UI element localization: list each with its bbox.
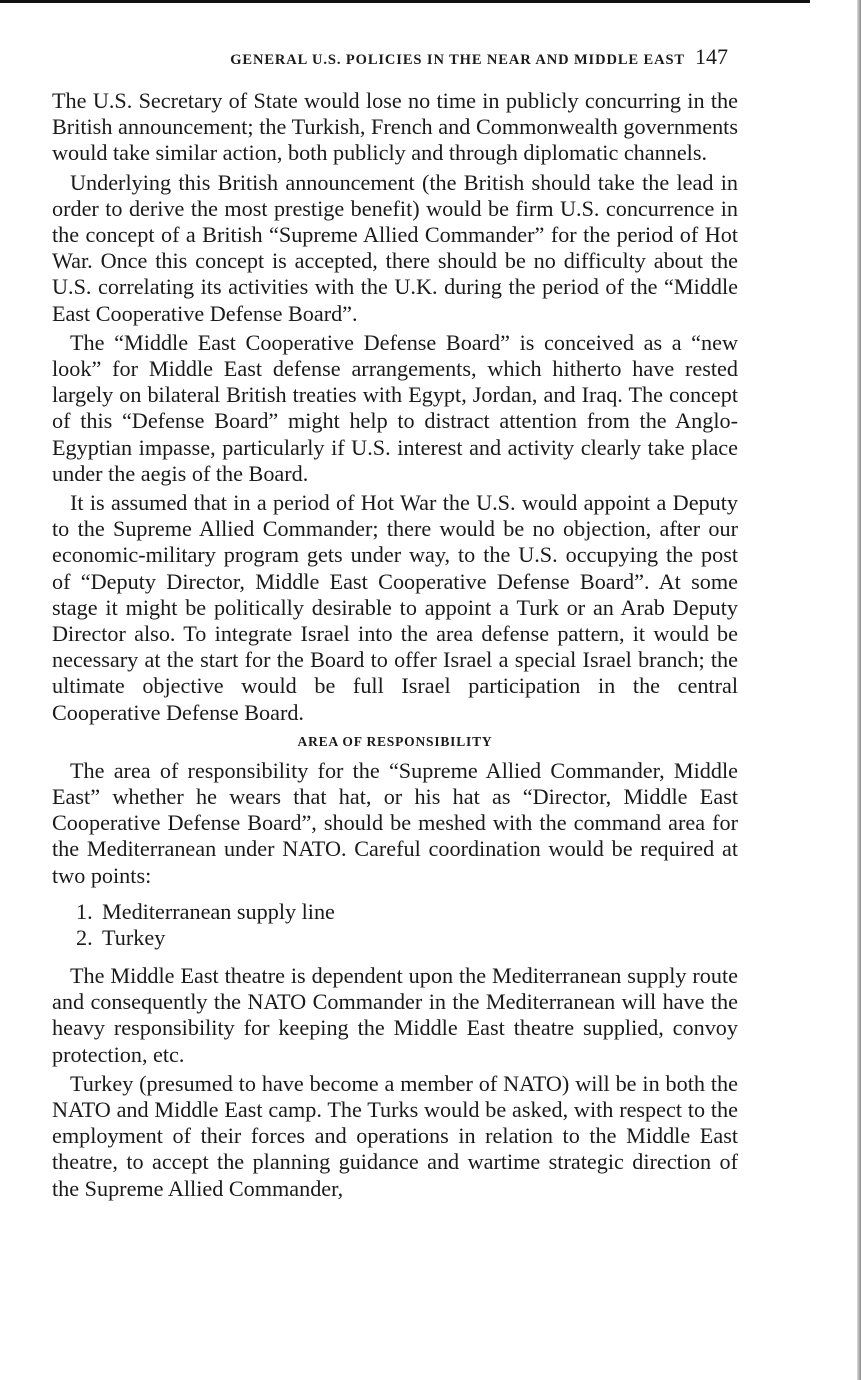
list-text: Mediterranean supply line [102,898,335,924]
document-page [52,44,738,1205]
numbered-list [52,899,738,951]
paragraph: The U.S. Secretary of State would lose no time in publicly concurring in the British announcement; the Turkish, French and Commonwealth governments would take similar action, both publicly and through diplomatic channels. [52,88,738,166]
top-border-rule [0,0,810,3]
page-number: 147 [695,44,728,69]
paragraph: The “Middle East Cooperative Defense Board” is conceived as a “new look” for Middle East defense arrangements, which hitherto have rested largely on bilateral British treaties with Egypt, Jordan, and Iraq. The concept of this “Defense Board” might help to distract attention from the Anglo-Egyptian impasse, particularly if U.S. interest and activity clearly take place under the aegis of the Board. [52,329,738,486]
section-heading: AREA OF RESPONSIBILITY [297,733,493,749]
paragraph: It is assumed that in a period of Hot War the U.S. would appoint a Deputy to the Supreme Allied Commander; there would be no objection, after our economic-military program gets under way, to the U.S. occupying the post of “Deputy Director, Middle East Cooperative Defense Board”. At some stage it might be politically desirable to appoint a Turk or an Arab Deputy Director also. To integrate Israel into the area defense pattern, it would be necessary at the start for the Board to offer Israel a special Israel branch; the ultimate objective would be full Israel participation in the central Cooperative Defense Board. [52,490,738,725]
running-title: GENERAL U.S. POLICIES IN THE NEAR AND MIDDLE EAST [230,52,685,68]
paragraph: The Middle East theatre is dependent upon the Mediterranean supply route and consequently the NATO Commander in the Mediterranean will have the heavy responsibility for keeping the Middle East theatre supplied, convoy protection, etc. [52,962,738,1067]
page-edge-shadow [857,0,861,1380]
list-number: 1. [76,898,93,924]
paragraph: Turkey (presumed to have become a member of NATO) will be in both the NATO and Middle East camp. The Turks would be asked, with respect to the employment of their forces and operations in relation to the Middle East theatre, to accept the planning guidance and wartime strategic direction of the Supreme Allied Commander, [52,1070,738,1201]
paragraph: The area of responsibility for the “Supreme Allied Commander, Middle East” whether he wears that hat, or his hat as “Director, Middle East Cooperative Defense Board”, should be meshed with the command area for the Mediterranean under NATO. Careful coordination would be required at two points: [52,757,738,888]
list-number: 2. [76,924,93,950]
list-text: Turkey [102,924,166,950]
paragraph: Underlying this British announcement (the British should take the lead in order to derive the most prestige benefit) would be firm U.S. concurrence in the concept of a British “Supreme Allied Commander” for the period of Hot War. Once this concept is accepted, there should be no difficulty about the U.S. correlating its activities with the U.K. during the period of the “Middle East Cooperative Defense Board”. [52,169,738,326]
running-header [52,44,738,84]
body-text [52,88,738,1202]
list-item [76,925,738,951]
list-item [76,899,738,925]
